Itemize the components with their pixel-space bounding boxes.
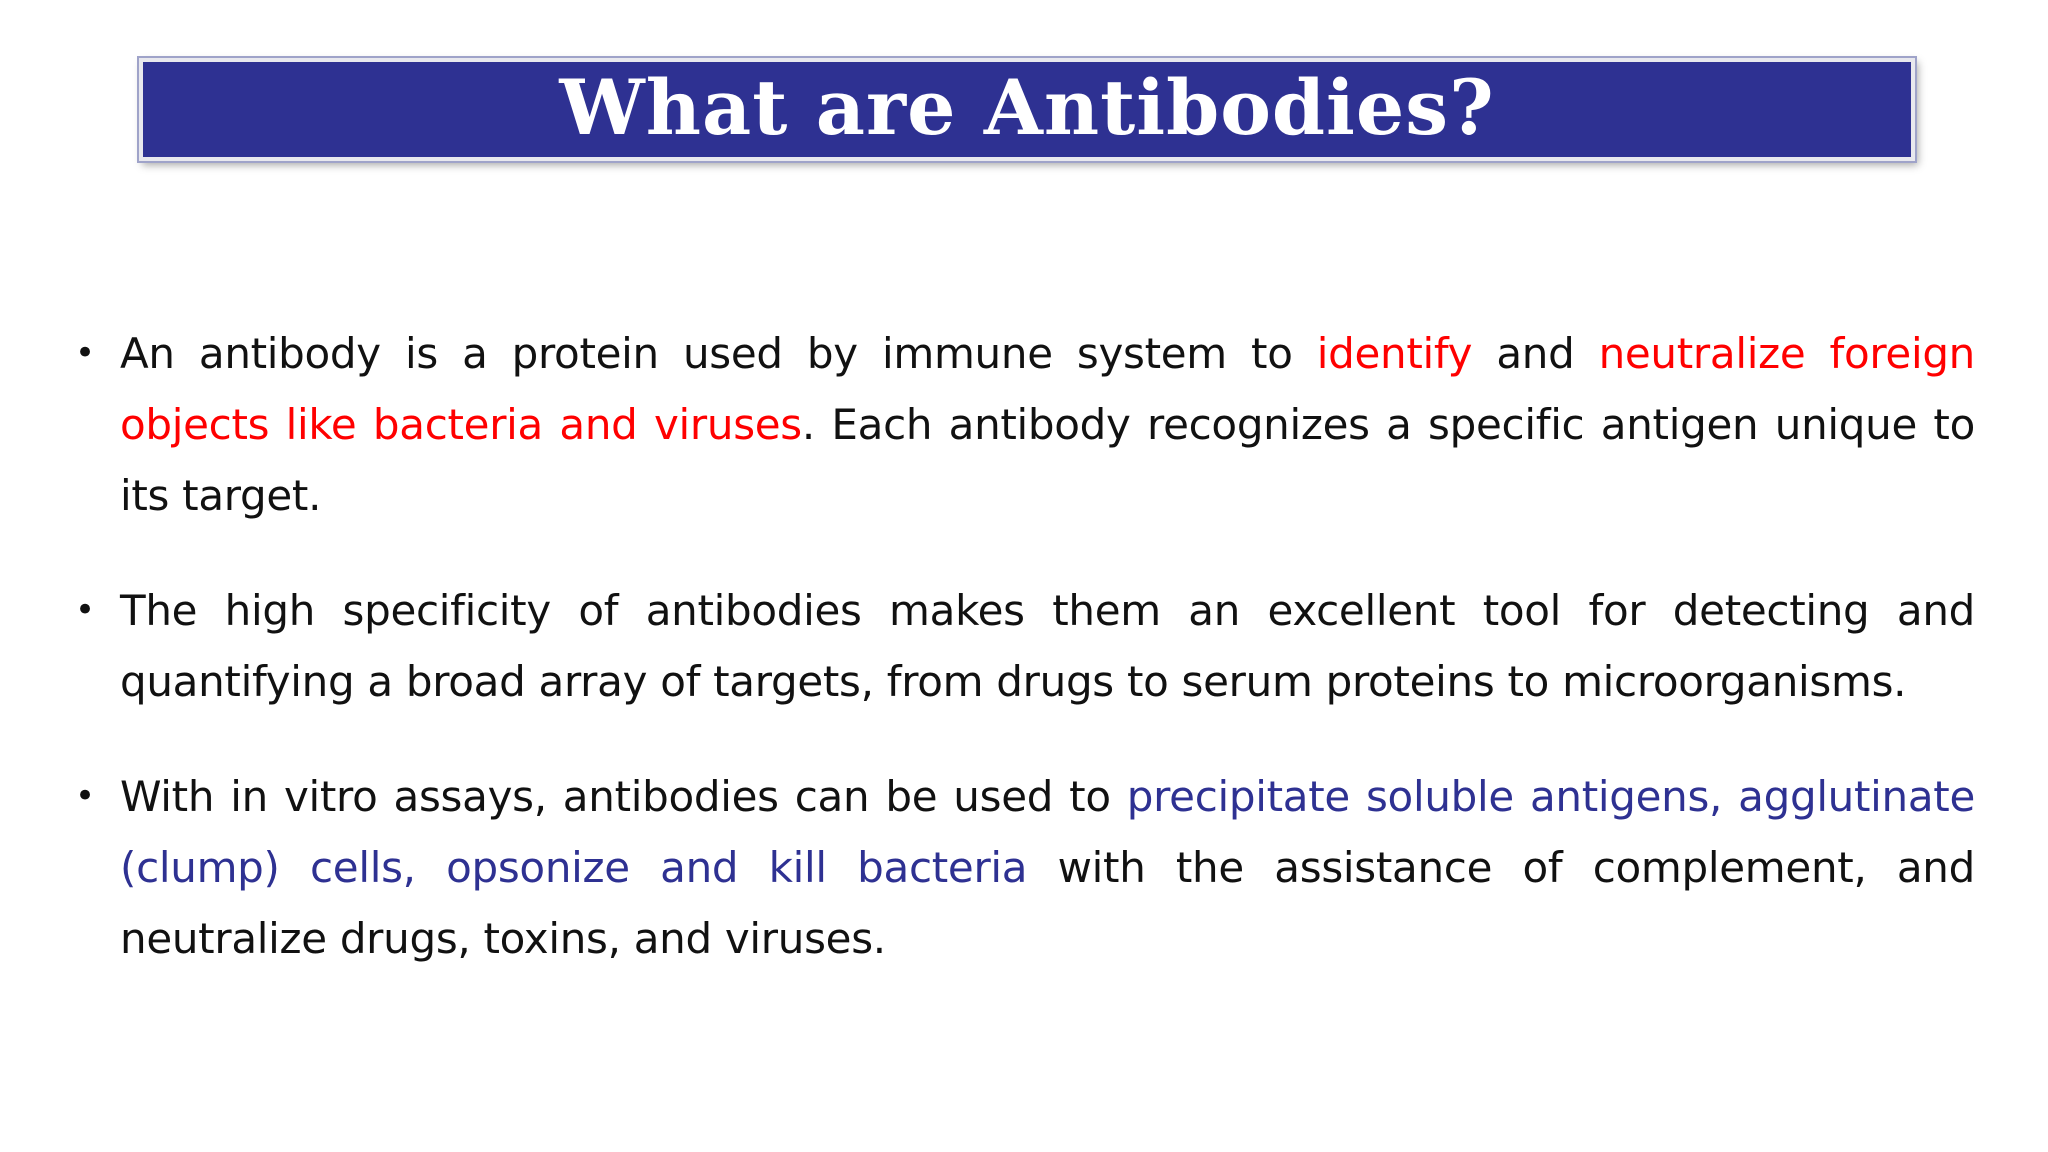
bullet-1-text-end: . Each antibody recognizes a specific antigen unique to its target. (120, 400, 1975, 520)
bullet-2-text: The high specificity of antibodies makes them an excellent tool for detecting and quantifying a broad array of targets, from drugs to serum proteins to microorganisms. (120, 586, 1975, 706)
bullet-icon: • (75, 590, 95, 630)
bullet-icon: • (75, 333, 95, 373)
bullet-icon: • (75, 776, 95, 816)
bullet-item-1 (75, 318, 1975, 531)
bullet-list (75, 318, 1975, 1018)
bullet-1-highlight-identify: identify (1316, 329, 1473, 378)
slide-title: What are Antibodies? (559, 62, 1495, 152)
bullet-3-highlight: precipitate soluble antigens, agglutinate (clump) cells, opsonize and kill bacteria (120, 772, 1976, 892)
bullet-item-2 (75, 575, 1975, 717)
bullet-1-text-and: and (1472, 329, 1599, 378)
bullet-1-highlight-neutralize: neutralize foreign objects like bacteria and viruses (120, 329, 1976, 449)
bullet-3-text-end: with the assistance of complement, and neutralize drugs, toxins, and viruses. (120, 843, 1975, 963)
bullet-3-text: With in vitro assays, antibodies can be used to (120, 772, 1127, 821)
bullet-1-text: An antibody is a protein used by immune system to (120, 329, 1317, 378)
title-banner (139, 58, 1915, 161)
bullet-item-3 (75, 761, 1975, 974)
